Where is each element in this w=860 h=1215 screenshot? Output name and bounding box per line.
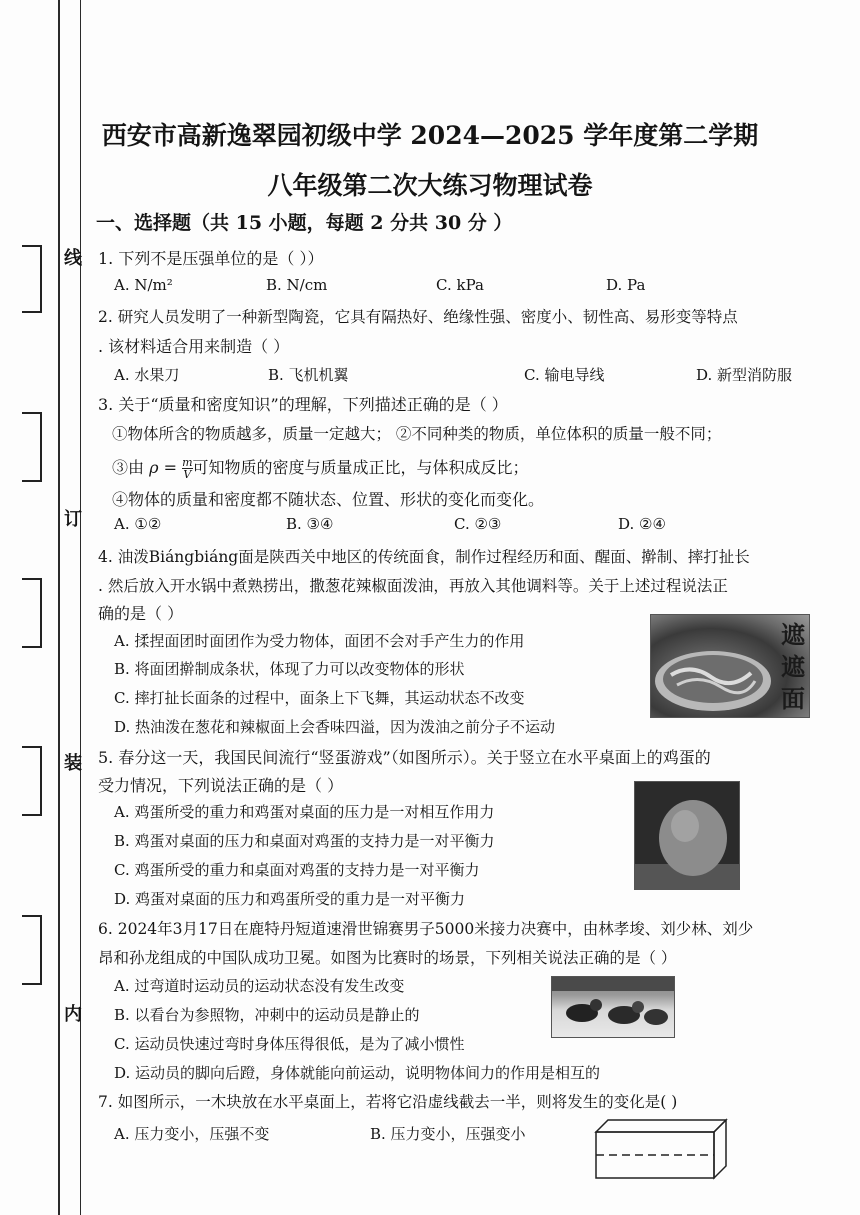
question-2-stem-cont: . 该材料适合用来制造（ ） [98,337,290,356]
question-1-option-b[interactable]: B. N/cm [266,276,328,294]
page-subtitle: 八年级第二次大练习物理试卷 [267,171,593,200]
density-formula [149,457,192,480]
binding-bracket [22,746,42,816]
formula-denominator: V [183,468,192,481]
question-2-option-d[interactable]: D. 新型消防服 [696,366,793,384]
question-5-option-a[interactable]: A. 鸡蛋所受的重力和鸡蛋对桌面的压力是一对相互作用力 [114,803,495,821]
question-7-option-a[interactable]: A. 压力变小，压强不变 [114,1125,270,1143]
skaters-icon [552,977,674,1037]
noodle-photo [650,614,810,718]
question-4-option-a[interactable]: A. 揉捏面团时面团作为受力物体，面团不会对手产生力的作用 [114,632,525,650]
question-2-stem: 2. 研究人员发明了一种新型陶瓷，它具有隔热好、绝缘性强、密度小、韧性高、易形变等特点 [98,308,738,326]
section-heading: 一、选择题（共 15 小题，每题 2 分共 30 分 ） [96,212,513,234]
question-4-option-d[interactable]: D. 热油泼在葱花和辣椒面上会香味四溢，因为泼油之前分子不运动 [114,718,556,736]
question-5-option-c[interactable]: C. 鸡蛋所受的重力和桌面对鸡蛋的支持力是一对平衡力 [114,861,480,879]
statement-3-text: 可知物质的密度与质量成正比，与体积成反比； [192,458,529,477]
question-4-stem-cont: 确的是（ ） [98,604,184,623]
question-5-option-d[interactable]: D. 鸡蛋对桌面的压力和鸡蛋所受的重力是一对平衡力 [114,890,466,908]
question-2-option-c[interactable]: C. 输电导线 [524,366,605,384]
question-5-stem: 5. 春分这一天，我国民间流行“竖蛋游戏”（如图所示）。关于竖立在水平桌面上的鸡蛋的 [98,748,711,767]
wood-block-diagram [592,1118,732,1182]
question-5-stem-cont: 受力情况，下列说法正确的是（ ） [98,776,344,795]
egg-photo [634,781,740,890]
standing-egg-icon [635,782,739,889]
binding-bracket [22,245,42,313]
question-3-option-d[interactable]: D. ②④ [618,515,666,533]
question-6-option-c[interactable]: C. 运动员快速过弯时身体压得很低，是为了减小惯性 [114,1035,465,1053]
formula-lhs: ρ = [149,458,178,477]
binding-mark: 装 [64,753,82,774]
binding-mark: 订 [64,509,82,530]
binding-bracket [22,578,42,648]
question-6-option-b[interactable]: B. 以看台为参照物，冲刺中的运动员是静止的 [114,1006,420,1024]
question-2-option-b[interactable]: B. 飞机机翼 [268,366,349,384]
question-1-option-a[interactable]: A. N/m² [114,276,173,294]
binding-bracket [22,915,42,985]
page-title: 西安市高新逸翠园初级中学 2024—2025 学年度第二学期 [101,121,759,150]
question-3-stem: 3. 关于“质量和密度知识”的理解，下列描述正确的是（ ） [98,395,508,414]
question-3-option-b[interactable]: B. ③④ [286,515,334,533]
question-3-statement-1-2: ①物体所含的物质越多，质量一定越大； ②不同种类的物质，单位体积的质量一般不同； [112,425,722,443]
question-4-option-c[interactable]: C. 摔打扯长面条的过程中，面条上下飞舞，其运动状态不改变 [114,689,525,707]
question-6-option-d[interactable]: D. 运动员的脚向后蹬，身体就能向前运动，说明物体间力的作用是相互的 [114,1064,601,1082]
formula-fraction [182,457,192,480]
question-7-stem: 7. 如图所示，一木块放在水平桌面上，若将它沿虚线截去一半，则将发生的变化是( ) [98,1093,678,1111]
question-6-stem-cont: 昂和孙龙组成的中国队成功卫冕。如图为比赛时的场景，下列相关说法正确的是（ ） [98,949,677,967]
question-3-option-c[interactable]: C. ②③ [454,515,502,533]
question-4-stem: 4. 油泼Biángbiáng面是陕西关中地区的传统面食，制作过程经历和面、醒面、擀制、摔打扯长 [98,548,750,566]
question-1-option-c[interactable]: C. kPa [436,276,484,294]
question-1-option-d[interactable]: D. Pa [606,276,646,294]
binding-mark: 内 [64,1004,82,1025]
question-7-option-b[interactable]: B. 压力变小，压强变小 [370,1125,526,1143]
binding-bracket [22,412,42,482]
question-3-option-a[interactable]: A. ①② [114,515,162,533]
speed-skating-photo [551,976,675,1038]
question-5-option-b[interactable]: B. 鸡蛋对桌面的压力和桌面对鸡蛋的支持力是一对平衡力 [114,832,495,850]
question-6-option-a[interactable]: A. 过弯道时运动员的运动状态没有发生改变 [114,977,405,995]
question-4-option-b[interactable]: B. 将面团擀制成条状，体现了力可以改变物体的形状 [114,660,465,678]
question-4-stem-cont: . 然后放入开水锅中煮熟捞出，撒葱花辣椒面泼油，再放入其他调料等。关于上述过程说法正 [98,577,728,595]
statement-3-prefix: ③由 [112,458,145,477]
noodle-photo-lettering: 遮遮面 [781,620,805,713]
question-3-statement-3 [112,455,529,480]
binding-mark: 线 [64,248,82,269]
question-2-option-a[interactable]: A. 水果刀 [114,366,180,384]
question-1-stem: 1. 下列不是压强单位的是（ ）） [98,249,324,268]
question-3-statement-4: ④物体的质量和密度都不随状态、位置、形状的变化而变化。 [112,490,545,509]
formula-numerator: m [182,456,193,469]
question-6-stem: 6. 2024年3月17日在鹿特丹短道速滑世锦赛男子5000米接力决赛中，由林孝埈、刘少林、刘少 [98,920,754,938]
